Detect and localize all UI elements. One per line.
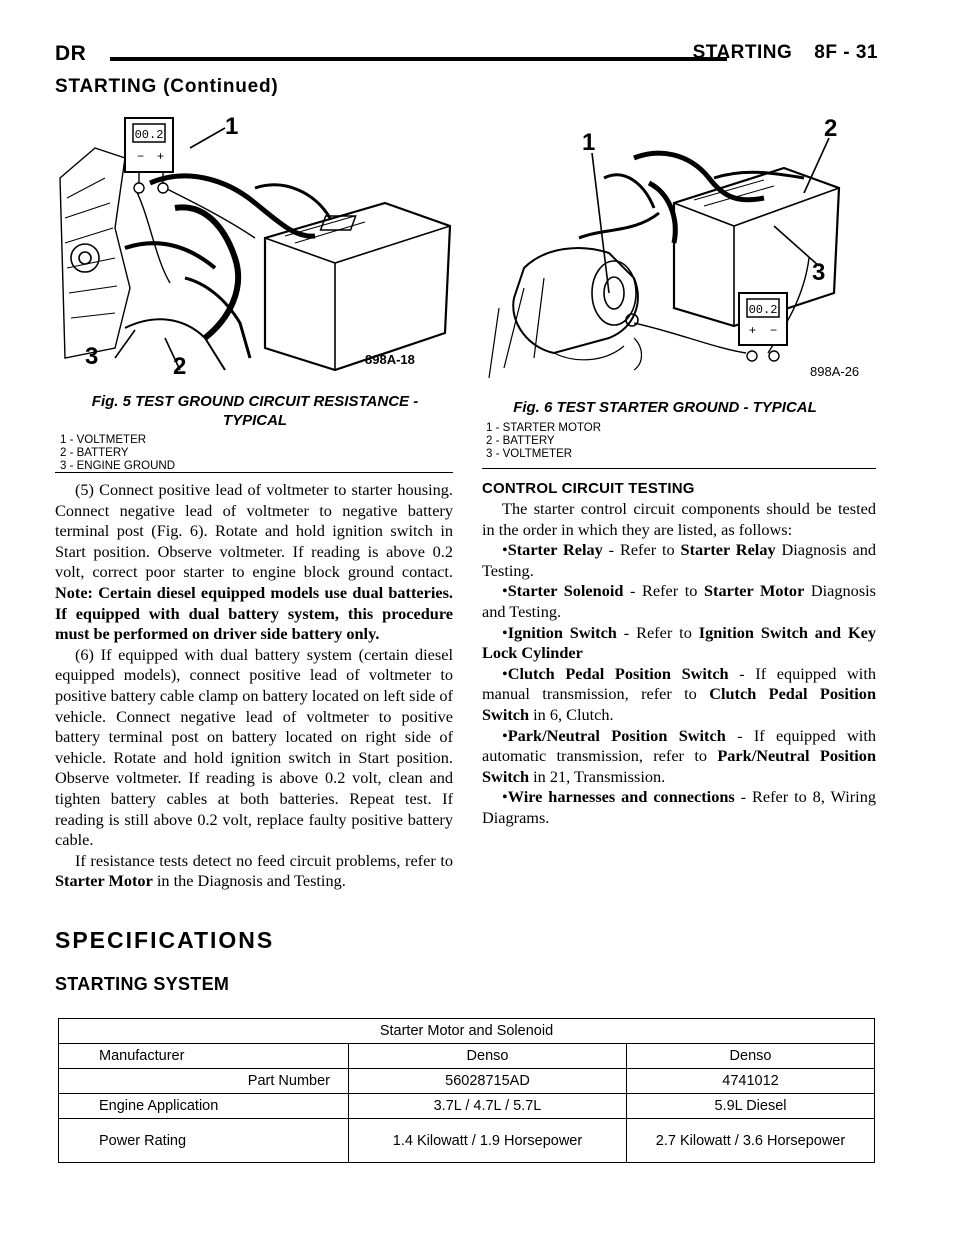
- figure-6-legend-item: 1 - STARTER MOTOR: [486, 422, 602, 434]
- table-cell: Power Rating: [59, 1119, 349, 1163]
- svg-text:−: −: [137, 149, 145, 163]
- svg-text:+: +: [749, 323, 757, 337]
- table-row: [59, 1044, 875, 1069]
- bullet-starter-solenoid: •Starter Solenoid - Refer to Starter Motor Diagnosis and Testing.: [482, 581, 877, 621]
- figure-5-code: 898A-18: [365, 352, 415, 367]
- step-5-note: Note: Certain diesel equipped models use dual batteries. If equipped with dual battery system, this procedure must be performed on driver side battery only.: [55, 582, 453, 644]
- bullet-title: Starter Solenoid: [507, 581, 624, 601]
- figure-6-callout-1: 1: [582, 129, 596, 156]
- bullet-text: - Refer to: [602, 540, 681, 560]
- table-cell: Manufacturer: [59, 1044, 349, 1069]
- bullet-reference: Starter Motor: [704, 581, 805, 601]
- figure-5-callout-1: 1: [225, 113, 239, 140]
- step-5-paragraph: [55, 480, 453, 645]
- svg-text:+: +: [157, 149, 165, 163]
- figure-6-code: 898A-26: [810, 364, 860, 379]
- bullet-title: Clutch Pedal Position Switch: [507, 663, 729, 683]
- figure-6-legend-item: 3 - VOLTMETER: [486, 448, 573, 460]
- figure-5-legend-item: 2 - BATTERY: [60, 447, 129, 459]
- specifications-heading: SPECIFICATIONS: [55, 927, 275, 953]
- bullet-text: - Refer to: [623, 581, 704, 601]
- bullet-reference: Park/Neutral Position Switch: [482, 746, 876, 786]
- header-section: STARTING: [692, 42, 793, 63]
- figure-5-caption: [60, 392, 450, 430]
- bullet-text: Diagnosis and Testing.: [482, 581, 877, 621]
- bullet-text: - Refer to 8, Wiring Diagrams.: [482, 787, 876, 827]
- step-5-text: (5) Connect positive lead of voltmeter to starter housing. Connect negative lead of voltmeter to negative battery terminal post (Fig. 6). Rotate and hold ignition switch in Start position. Observe voltmeter. If reading is above 0.2 volt, correct poor starter to engine block ground contact.: [55, 480, 453, 582]
- starting-system-heading: STARTING SYSTEM: [55, 974, 230, 994]
- bullet-starter-relay: •Starter Relay - Refer to Starter Relay Diagnosis and Testing.: [482, 540, 876, 580]
- bullet-text: Diagnosis and Testing.: [482, 540, 876, 580]
- figure-5-caption-line-1: Fig. 5 TEST GROUND CIRCUIT RESISTANCE -: [91, 393, 419, 410]
- table-cell: Denso: [627, 1044, 875, 1069]
- figure-5-rule: [55, 472, 453, 473]
- table-cell: 1.4 Kilowatt / 1.9 Horsepower: [349, 1119, 627, 1163]
- starter-spec-table: [58, 1018, 875, 1163]
- summary-tail: in the Diagnosis and Testing.: [152, 871, 346, 891]
- figure-5-legend-item: 1 - VOLTMETER: [60, 434, 147, 446]
- bullet-text: - If equipped with automatic transmission, refer to: [482, 725, 876, 766]
- table-cell: 2.7 Kilowatt / 3.6 Horsepower: [627, 1119, 875, 1163]
- figure-6-legend: [486, 422, 601, 461]
- svg-text:−: −: [770, 323, 778, 337]
- bullet-title: Park/Neutral Position Switch: [507, 725, 726, 745]
- figure-5-legend-item: 3 - ENGINE GROUND: [60, 460, 176, 472]
- control-circuit-intro: The starter control circuit components should be tested in the order in which they are listed, as follows:: [482, 499, 876, 539]
- figure-5-illustration: [55, 108, 455, 378]
- header-page-info: [693, 42, 878, 64]
- header-vehicle-code: DR: [55, 42, 87, 65]
- figure-5-legend: [60, 434, 175, 473]
- table-cell: Engine Application: [59, 1094, 349, 1119]
- bullet-title: Ignition Switch: [507, 622, 617, 642]
- figure-6-callout-3: 3: [812, 259, 826, 286]
- table-cell: Denso: [349, 1044, 627, 1069]
- step-6-paragraph: (6) If equipped with dual battery system (certain diesel equipped models), connect positive lead of voltmeter to positive battery cable clamp on battery located on left side of vehicle. Connect negative lead of voltmeter to positive battery terminal post on battery located on right side of vehicle. Rotate and hold ignition switch in Start position. Observe voltmeter. If reading is above 0.2 volt, clean and tighten battery cables at both batteries. Repeat test. If reading is still above 0.2 volt, replace faulty positive battery cable.: [55, 644, 453, 850]
- bullet-reference: Ignition Switch and Key Lock Cylinder: [482, 622, 876, 663]
- table-row: [59, 1119, 875, 1163]
- right-column-text: [482, 480, 876, 829]
- bullet-reference: Starter Relay: [680, 540, 776, 560]
- figure-6-callout-2: 2: [824, 115, 838, 142]
- bullet-park-neutral-switch: •Park/Neutral Position Switch - If equipped with automatic transmission, refer to Park/Neutral Position Switch in 21, Transmission.: [482, 725, 876, 786]
- summary-reference: Starter Motor: [55, 871, 153, 891]
- figure-5-callout-3: 3: [85, 343, 99, 370]
- bullet-text: - Refer to: [616, 622, 699, 642]
- figure-5-drawing: [55, 108, 455, 378]
- bullet-text: in 6, Clutch.: [529, 704, 614, 724]
- bullet-clutch-pedal-switch: •Clutch Pedal Position Switch - If equipped with manual transmission, refer to Clutch Pedal Position Switch in 6, Clutch.: [482, 663, 876, 724]
- figure-6-illustration: [484, 108, 879, 383]
- table-cell: Part Number: [59, 1069, 349, 1094]
- bullet-ignition-switch: •Ignition Switch - Refer to Ignition Switch and Key Lock Cylinder: [482, 622, 876, 663]
- continued-heading: STARTING (Continued): [55, 76, 279, 97]
- figure-5-caption-line-2: TYPICAL: [222, 412, 288, 429]
- header-rule: [110, 57, 727, 61]
- summary-text: If resistance tests detect no feed circuit problems, refer to: [75, 850, 453, 870]
- bullet-wire-harnesses: •Wire harnesses and connections - Refer to 8, Wiring Diagrams.: [482, 787, 876, 827]
- table-title: Starter Motor and Solenoid: [59, 1019, 875, 1044]
- header-page-number: 8F - 31: [814, 42, 878, 63]
- bullet-text: - If equipped with manual transmission, refer to: [482, 663, 876, 704]
- table-cell: 4741012: [627, 1069, 875, 1094]
- left-column-text: [55, 480, 453, 892]
- figure-5-callout-2: 2: [173, 353, 187, 378]
- figure-6-rule: [482, 468, 876, 469]
- table-cell: 56028715AD: [349, 1069, 627, 1094]
- figure-6-legend-item: 2 - BATTERY: [486, 435, 555, 447]
- bullet-text: in 21, Transmission.: [529, 766, 666, 786]
- resistance-summary-paragraph: [55, 851, 453, 892]
- figure-6-meter-reading: 00.2: [748, 303, 778, 317]
- figure-6-caption: Fig. 6 TEST STARTER GROUND - TYPICAL: [513, 399, 817, 416]
- table-cell: 3.7L / 4.7L / 5.7L: [349, 1094, 627, 1119]
- bullet-title: Wire harnesses and connections: [507, 787, 735, 807]
- table-cell: 5.9L Diesel: [627, 1094, 875, 1119]
- figure-5-meter-reading: 00.2: [134, 128, 164, 142]
- table-title-row: [59, 1019, 875, 1044]
- bullet-title: Starter Relay: [507, 540, 603, 560]
- table-row: [59, 1069, 875, 1094]
- figure-6-drawing: [484, 108, 879, 383]
- control-circuit-heading: CONTROL CIRCUIT TESTING: [482, 480, 695, 497]
- bullet-reference: Clutch Pedal Position Switch: [482, 684, 876, 724]
- table-row: [59, 1094, 875, 1119]
